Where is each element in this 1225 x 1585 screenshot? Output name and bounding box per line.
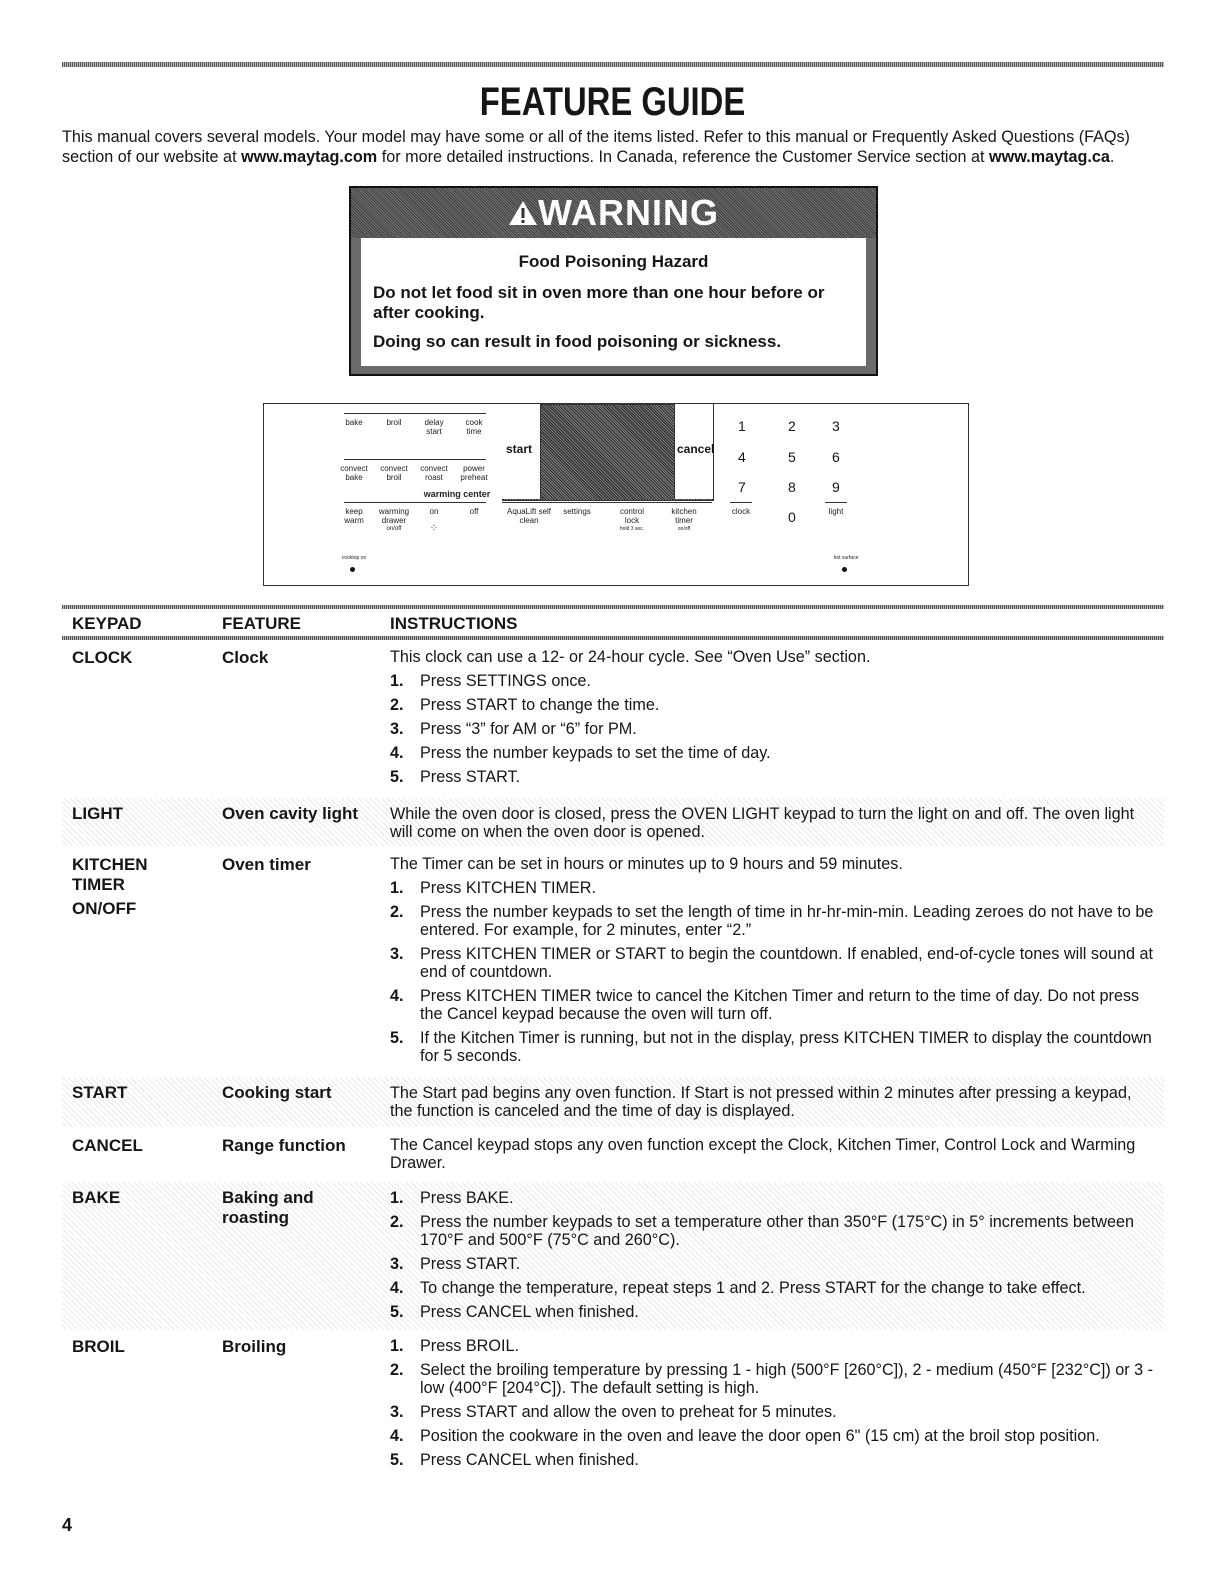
num-9: 9 <box>832 479 840 495</box>
num-4: 4 <box>738 449 746 465</box>
kp-power-preheat: power preheat <box>460 464 488 482</box>
row-broil <box>62 1337 1164 1497</box>
list-item: 4. Position the cookware in the oven and leave the door open 6" (15 cm) at the broil stop position. <box>390 1427 1100 1445</box>
kp-convect-bake: convect bake <box>340 464 368 482</box>
row-kitchen-timer <box>62 855 1164 1070</box>
warning-box <box>349 186 878 376</box>
list-item: 2. Select the broiling temperature by pressing 1 - high (500°F [260°C]), 2 - medium (450°F [232°C]) or 3 - low (400°F [204°C]). The default setting is high. <box>390 1361 1154 1397</box>
kp-control-lock: control lock <box>619 507 644 525</box>
kp-aqualift: AquaLift self clean <box>506 507 552 525</box>
header-instructions: INSTRUCTIONS <box>390 614 518 633</box>
num-5: 5 <box>788 449 796 465</box>
feature-bake: Baking and roasting <box>222 1188 314 1227</box>
num-6: 6 <box>832 449 840 465</box>
kp-timer-sub: on/off <box>677 526 691 532</box>
instructions-start: The Start pad begins any oven function. If Start is not pressed within 2 minutes after pressing a keypad, the function is canceled and the time of day is displayed. <box>390 1084 1132 1120</box>
list-item: 5. Press CANCEL when finished. <box>390 1451 639 1469</box>
row-start <box>62 1077 1164 1127</box>
list-item: 5. Press START. <box>390 768 521 786</box>
start-key: start <box>502 404 541 499</box>
kp-bake: bake <box>345 418 363 427</box>
list-item: 2. Press START to change the time. <box>390 696 660 714</box>
num-0: 0 <box>788 509 796 525</box>
list-item: 5. Press CANCEL when finished. <box>390 1303 639 1321</box>
instructions-light: While the oven door is closed, press the OVEN LIGHT keypad to turn the light on and off. The oven light will come on when the oven door is opened. <box>390 805 1135 841</box>
kp-cook-time: cook time <box>465 418 483 436</box>
keypad-bake: BAKE <box>72 1188 121 1207</box>
instructions-cancel: The Cancel keypad stops any oven function except the Clock, Kitchen Timer, Control Lock and Warming Drawer. <box>390 1136 1136 1172</box>
page-number: 4 <box>62 1515 73 1535</box>
table-top-rule <box>62 605 1164 609</box>
feature-clock: Clock <box>222 648 269 667</box>
instructions-broil <box>390 1337 1155 1475</box>
row-light <box>62 798 1164 846</box>
num-7: 7 <box>738 479 746 495</box>
instructions-kitchen-timer: The Timer can be set in hours or minutes up to 9 hours and 59 minutes. 1. Press KITCHEN TIMER. 2. Press the number keypads to set the length of time in hr-hr-min-min. Leading zeroes do not have to be entered. For example, for 2 minutes, enter “2.” 3. Press KITCHEN TIMER or START to begin the countdown. If enabled, end-of-cycle tones will sound at end of countdown. 4. Press KITCHEN TIMER twice to cancel the Kitchen Timer and return to the time of day. Do not press the Cancel keypad because the oven will turn off. 5. If the Kitchen Timer is running, but not in the display, press KITCHEN TIMER to display the countdown for 5 seconds. <box>390 855 1154 1065</box>
top-rule <box>62 62 1164 67</box>
feature-broil: Broiling <box>222 1337 287 1356</box>
list-item: 1. Press BAKE. <box>390 1189 514 1207</box>
kp-convect-roast: convect roast <box>420 464 448 482</box>
feature-kitchen-timer: Oven timer <box>222 855 311 874</box>
kp-convect-broil: convect broil <box>380 464 408 482</box>
keypad-light: LIGHT <box>72 804 123 823</box>
list-item: 4. To change the temperature, repeat steps 1 and 2. Press START for the change to take effect. <box>390 1279 1086 1297</box>
list-item: 4. Press the number keypads to set the time of day. <box>390 744 771 762</box>
warning-triangle-icon <box>508 200 538 226</box>
kp-warming-drawer: warming drawer <box>378 507 410 525</box>
keypad-start: START <box>72 1083 128 1102</box>
kp-keep-warm: keep warm <box>344 507 364 525</box>
intro-paragraph: This manual covers several models. Your model may have some or all of the items listed. Refer to this manual or Frequently Asked Questions (FAQs) section of our website at www.maytag.com for more detailed instructions. In Canada, reference the Customer Service section at www.maytag.ca. <box>62 128 1130 166</box>
cooktop-on-label: cooktop on <box>341 555 367 561</box>
list-item: 1. Press KITCHEN TIMER. <box>390 879 596 897</box>
warning-line-1: Do not let food sit in oven more than one hour before or after cooking. <box>373 283 825 322</box>
list-item: 2. Press the number keypads to set a temperature other than 350°F (175°C) in 5° increments between 170°F and 500°F (75°C and 260°C). <box>390 1213 1135 1249</box>
list-item: 2. Press the number keypads to set the length of time in hr-hr-min-min. Leading zeroes do not have to be entered. For example, for 2 minutes, enter “2.” <box>390 903 1154 939</box>
maytag-ca-link[interactable]: www.maytag.ca <box>989 148 1110 166</box>
kp-warming-center: warming center <box>423 489 491 499</box>
row-bake <box>62 1182 1164 1330</box>
list-item: 3. Press KITCHEN TIMER or START to begin the countdown. If enabled, end-of-cycle tones will sound at end of countdown. <box>390 945 1153 981</box>
header-keypad: KEYPAD <box>72 614 142 633</box>
keypad-broil: BROIL <box>72 1337 125 1356</box>
kp-broil: broil <box>386 418 402 427</box>
kp-clock: clock <box>731 507 751 516</box>
feature-start: Cooking start <box>222 1083 332 1102</box>
kp-settings: settings <box>563 507 591 516</box>
warning-hazard: Food Poisoning Hazard <box>518 252 709 271</box>
kp-drawer-sub: on/off <box>386 526 402 532</box>
header-feature: FEATURE <box>222 614 302 633</box>
list-item: 1. Press BROIL. <box>390 1337 519 1355</box>
row-cancel <box>62 1136 1164 1182</box>
kp-kitchen-timer: kitchen timer <box>671 507 697 525</box>
keypad-kitchen-timer: KITCHEN TIMER ON/OFF <box>72 855 148 918</box>
hot-surface-label: hot surface <box>833 555 859 561</box>
kp-light: light <box>828 507 844 516</box>
cooktop-on-indicator <box>350 567 355 572</box>
warning-heading: WARNING <box>538 192 719 233</box>
warning-line-2: Doing so can result in food poisoning or sickness. <box>373 332 782 351</box>
kp-on: on <box>429 507 439 516</box>
list-item: 3. Press “3” for AM or “6” for PM. <box>390 720 637 738</box>
list-item: 5. If the Kitchen Timer is running, but not in the display, press KITCHEN TIMER to display the countdown for 5 seconds. <box>390 1029 1152 1065</box>
cancel-key: cancel <box>674 404 713 499</box>
feature-cancel: Range function <box>222 1136 346 1155</box>
maytag-us-link[interactable]: www.maytag.com <box>241 148 378 166</box>
keypad-cancel: CANCEL <box>72 1136 143 1155</box>
list-item: 4. Press KITCHEN TIMER twice to cancel the Kitchen Timer and return to the time of day. Do not press the Cancel keypad because the oven will turn off. <box>390 987 1140 1023</box>
row-clock <box>62 648 1164 790</box>
hot-surface-indicator <box>842 567 847 572</box>
instructions-clock: This clock can use a 12- or 24-hour cycle. See “Oven Use” section. 1. Press SETTINGS once. 2. Press START to change the time. 3. Press “3” for AM or “6” for PM. 4. Press the number keypads to set the time of day. 5. Press START. <box>390 648 1155 792</box>
kp-delay-start: delay start <box>424 418 444 436</box>
feature-light: Oven cavity light <box>222 804 359 823</box>
keypad-clock: CLOCK <box>72 648 133 667</box>
kp-off: off <box>469 507 479 516</box>
list-item: 3. Press START. <box>390 1255 521 1273</box>
list-item: 3. Press START and allow the oven to preheat for 5 minutes. <box>390 1403 837 1421</box>
list-item: 1. Press SETTINGS once. <box>390 672 591 690</box>
burner-icon: ⁘ <box>429 523 439 534</box>
num-2: 2 <box>788 418 796 434</box>
num-3: 3 <box>832 418 840 434</box>
control-panel-diagram <box>263 403 969 586</box>
num-1: 1 <box>738 418 746 434</box>
kp-lock-sub: hold 3 sec. <box>619 526 645 532</box>
num-8: 8 <box>788 479 796 495</box>
header-rule <box>62 636 1164 640</box>
warning-header <box>351 188 876 238</box>
page-title: FEATURE GUIDE <box>479 80 746 124</box>
instructions-bake <box>390 1189 1155 1327</box>
